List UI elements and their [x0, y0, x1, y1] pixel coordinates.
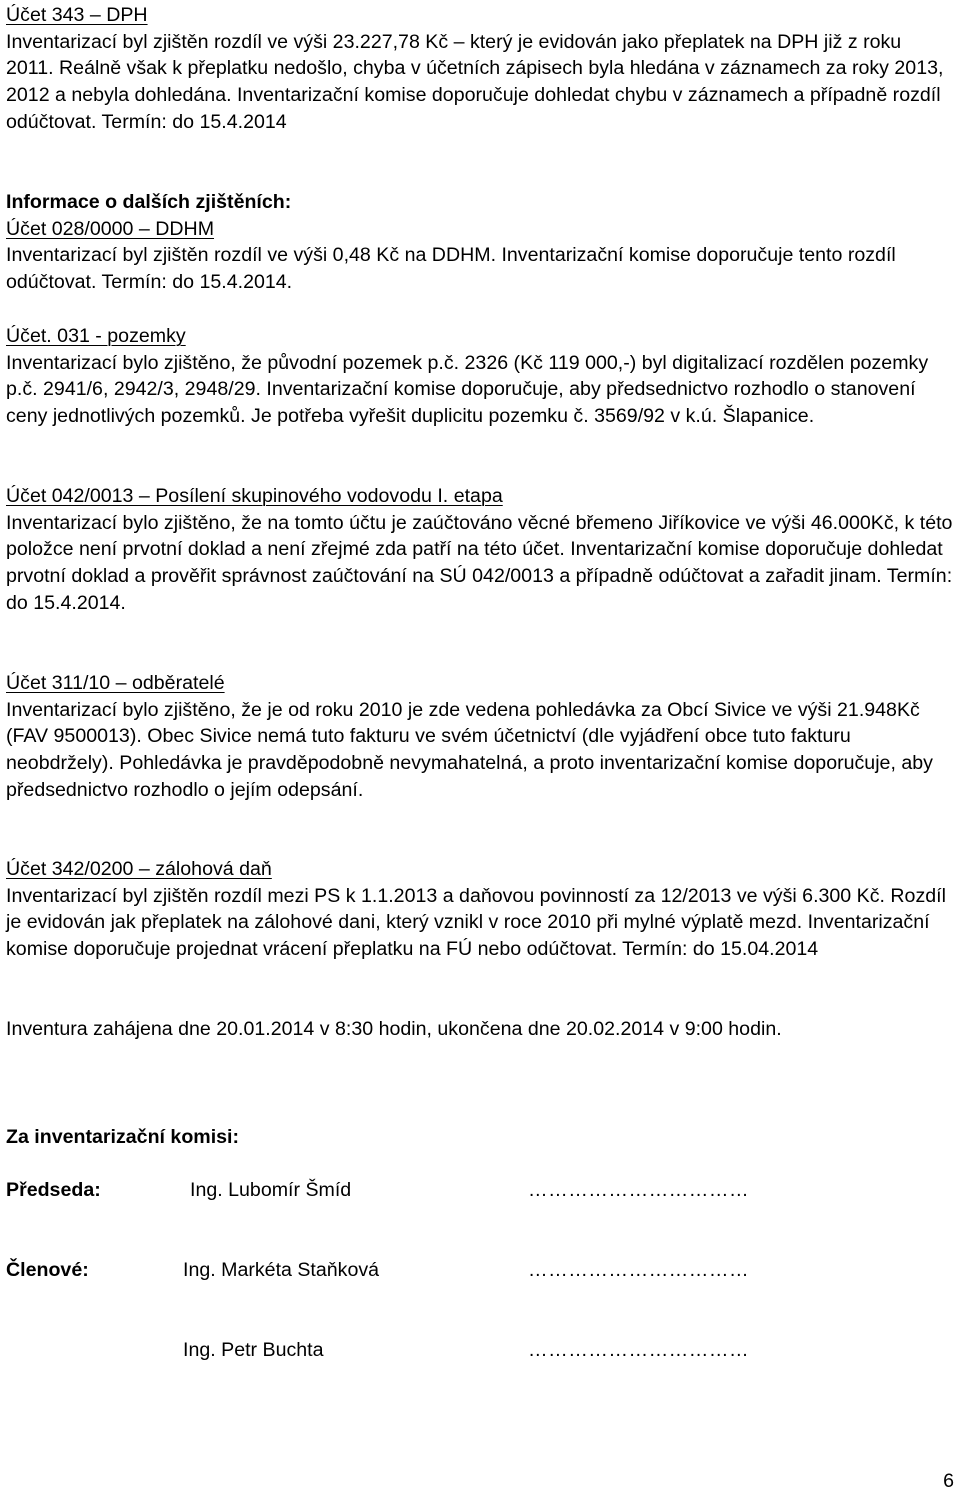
komise-title: Za inventarizační komisi:	[6, 1126, 240, 1148]
inventura-note: Inventura zahájena dne 20.01.2014 v 8:30 hodin, ukončena dne 20.02.2014 v 9:00 hodin.	[6, 1018, 782, 1040]
section-text: Inventarizací bylo zjištěno, že na tomto účtu je zaúčtováno věcné břemeno Jiříkovice ve výši 46.000Kč, k této položce není prvotní doklad a není zřejmé zda patří na této účet. Inventarizační komise doporučuje dohledat prvotní doklad a prověřit správnost zaúčtování na SÚ 042/0013 a případně odúčtovat a zařadit jinam. Termín: do 15.4.2014.	[6, 511, 953, 614]
section-ucet-343	[6, 2, 954, 136]
signature-line: ……………………………	[528, 1339, 750, 1361]
section-ucet-028	[6, 189, 954, 296]
section-ucet-311	[6, 670, 954, 804]
section-heading: Účet 343 – DPH	[6, 4, 148, 26]
signature-line: ……………………………	[528, 1259, 750, 1281]
page-number: 6	[943, 1470, 954, 1493]
section-heading: Účet 342/0200 – zálohová daň	[6, 858, 272, 880]
section-subtitle: Informace o dalších zjištěních:	[6, 191, 292, 213]
section-heading: Účet 311/10 – odběratelé	[6, 672, 225, 694]
section-text: Inventarizací bylo zjištěno, že původní pozemek p.č. 2326 (Kč 119 000,-) byl digitalizací rozdělen pozemky p.č. 2941/6, 2942/3, 2948/29. Inventarizační komise doporučuje, aby předsednictvo rozhodlo o stanovení ceny jednotlivých pozemků. Je potřeba vyřešit duplicitu pozemku č. 3569/92 v k.ú. Šlapanice.	[6, 351, 929, 428]
section-heading: Účet 042/0013 – Posílení skupinového vodovodu I. etapa	[6, 485, 503, 507]
section-heading: Účet. 031 - pozemky	[6, 325, 186, 347]
signature-line: ……………………………	[528, 1179, 750, 1201]
section-text: Inventarizací byl zjištěn rozdíl ve výši 23.227,78 Kč – který je evidován jako přeplatek na DPH již z roku 2011. Reálně však k přeplatku nedošlo, chyba v účetních zápisech byla hledána v záznamech za roky 2013, 2012 a nebyla dohledána. Inventarizační komise doporučuje dohledat chybu v záznamech a případně rozdíl odúčtovat. Termín: do 15.4.2014	[6, 30, 944, 133]
clen-1-name: Ing. Markéta Staňková	[183, 1259, 380, 1281]
signature-row-clen-1	[6, 1257, 954, 1287]
clenove-label: Členové:	[6, 1259, 89, 1281]
section-ucet-342	[6, 856, 954, 963]
signature-row-predseda	[6, 1177, 954, 1207]
predseda-name: Ing. Lubomír Šmíd	[190, 1179, 352, 1201]
section-text: Inventarizací byl zjištěn rozdíl ve výši 0,48 Kč na DDHM. Inventarizační komise doporučuje tento rozdíl odúčtovat. Termín: do 15.4.2014.	[6, 244, 896, 294]
signature-row-clen-2	[6, 1337, 954, 1367]
section-ucet-031	[6, 323, 954, 430]
section-heading: Účet 028/0000 – DDHM	[6, 217, 215, 240]
section-ucet-042	[6, 483, 954, 617]
section-text: Inventarizací byl zjištěn rozdíl mezi PS k 1.1.2013 a daňovou povinností za 12/2013 ve výši 6.300 Kč. Rozdíl je evidován jak přeplatek na zálohové dani, který vznikl v roce 2010 při mylné výplatě mezd. Inventarizační komise doporučuje projednat vrácení přeplatku na FÚ nebo odúčtovat. Termín: do 15.04.2014	[6, 884, 946, 961]
clen-2-name: Ing. Petr Buchta	[183, 1339, 324, 1361]
section-text: Inventarizací bylo zjištěno, že je od roku 2010 je zde vedena pohledávka za Obcí Sivice ve výši 21.948Kč (FAV 9500013). Obec Sivice nemá tuto fakturu ve svém účetnictví (dle vyjádření obce tuto fakturu neobdržely). Pohledávka je pravděpodobně nevymahatelná, a proto inventarizační komise doporučuje, aby předsednictvo rozhodlo o jejím odepsání.	[6, 698, 933, 801]
predseda-label: Předseda:	[6, 1179, 101, 1201]
